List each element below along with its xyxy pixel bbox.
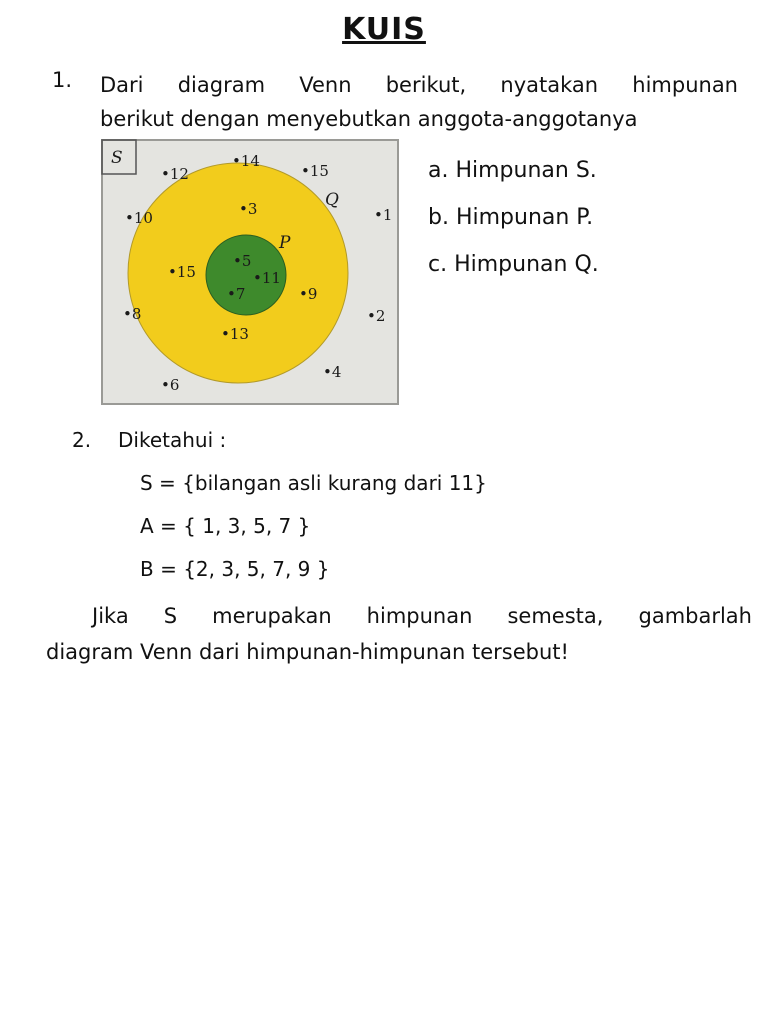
set-b-definition: B = {2, 3, 5, 7, 9 } — [140, 557, 330, 581]
venn-universal-label: S — [111, 148, 123, 168]
instruction-line-1: Jika S merupakan himpunan semesta, gambarlah — [92, 604, 752, 628]
option-a: a. Himpunan S. — [428, 158, 597, 183]
venn-diagram — [101, 139, 399, 405]
venn-element: •2 — [367, 307, 386, 325]
venn-element: •11 — [253, 269, 281, 287]
venn-element: •3 — [239, 200, 258, 218]
venn-element: •15 — [168, 263, 196, 281]
option-b: b. Himpunan P. — [428, 205, 594, 230]
set-s-definition: S = {bilangan asli kurang dari 11} — [140, 471, 487, 495]
venn-element: •12 — [161, 165, 189, 183]
venn-element: •15 — [301, 162, 329, 180]
question-2-number: 2. — [72, 428, 92, 452]
venn-element: •13 — [221, 325, 249, 343]
venn-element: •1 — [374, 206, 393, 224]
venn-set-p-label: P — [279, 233, 291, 253]
venn-element: •8 — [123, 305, 142, 323]
set-a-definition: A = { 1, 3, 5, 7 } — [140, 514, 311, 538]
question-1-number: 1. — [52, 68, 73, 92]
question-2-instruction — [46, 598, 752, 670]
venn-element: •9 — [299, 285, 318, 303]
question-1-line-2: berikut dengan menyebutkan anggota-anggotanya — [100, 107, 638, 131]
option-c: c. Himpunan Q. — [428, 252, 599, 277]
venn-element: •10 — [125, 209, 153, 227]
question-1-line-1: Dari diagram Venn berikut, nyatakan himpunan — [100, 73, 738, 97]
venn-set-q-label: Q — [325, 190, 339, 210]
page-title: KUIS — [342, 12, 426, 47]
venn-element: •4 — [323, 363, 342, 381]
venn-element: •6 — [161, 376, 180, 394]
instruction-line-2: diagram Venn dari himpunan-himpunan tersebut! — [46, 640, 569, 664]
venn-element: •14 — [232, 152, 260, 170]
question-1-text — [100, 68, 738, 136]
venn-element: •7 — [227, 285, 246, 303]
venn-element: •5 — [233, 252, 252, 270]
question-2-label: Diketahui : — [118, 428, 227, 452]
